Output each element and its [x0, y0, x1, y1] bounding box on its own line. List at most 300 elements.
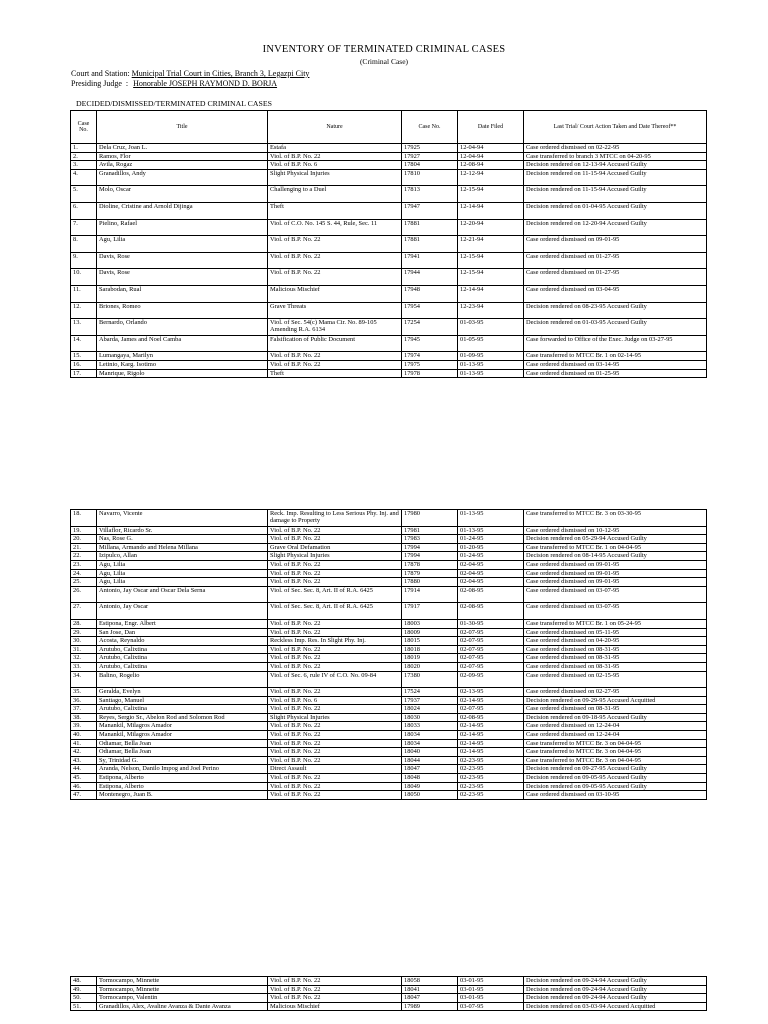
case-nature-cell: Viol. of C.O. No. 145 S. 44, Rule, Sec. 11 [268, 219, 402, 236]
case-no-cell: 17810 [402, 169, 458, 186]
date-filed-cell: 12-21-94 [458, 236, 524, 253]
case-nature-cell: Viol. of B.P. No. 22 [268, 994, 402, 1003]
case-no-cell: 17254 [402, 319, 458, 336]
court-value: Municipal Trial Court in Cities, Branch 3, Legazpi City [131, 69, 310, 78]
case-number-cell: 3. [71, 161, 97, 170]
case-number-cell: 6. [71, 202, 97, 219]
date-filed-cell: 02-23-95 [458, 765, 524, 774]
case-nature-cell: Viol. of B.P. No. 22 [268, 269, 402, 286]
date-filed-cell: 02-14-95 [458, 722, 524, 731]
table-row [71, 713, 707, 722]
case-no-cell: 18034 [402, 731, 458, 740]
case-nature-cell: Viol. of B.P. No. 22 [268, 985, 402, 994]
last-action-cell: Case transferred to MTCC Br. 1 on 05-24-95 [524, 619, 707, 628]
date-filed-cell: 12-12-94 [458, 169, 524, 186]
case-no-cell: 18044 [402, 756, 458, 765]
table-row [71, 335, 707, 352]
table-row [71, 977, 707, 986]
case-nature-cell: Viol. of B.P. No. 22 [268, 560, 402, 569]
case-number-cell: 31. [71, 645, 97, 654]
date-filed-cell: 02-14-95 [458, 731, 524, 740]
table-row [71, 578, 707, 587]
case-nature-cell: Theft [268, 369, 402, 378]
case-nature-cell: Viol. of B.P. No. 22 [268, 791, 402, 800]
last-action-cell: Case transferred to MTCC Br. 1 on 04-04-95 [524, 543, 707, 552]
case-no-cell: 18034 [402, 739, 458, 748]
case-no-cell: 18030 [402, 713, 458, 722]
case-number-cell: 18. [71, 510, 97, 527]
last-action-cell: Decision rendered on 11-15-94 Accused Guilty [524, 186, 707, 203]
case-nature-cell: Viol. of B.P. No. 22 [268, 352, 402, 361]
last-action-cell: Decision rendered on 08-14-95 Accused Guilty [524, 552, 707, 561]
case-nature-cell: Grave Oral Defamation [268, 543, 402, 552]
case-nature-cell: Viol. of B.P. No. 6 [268, 696, 402, 705]
case-nature-cell: Viol. of B.P. No. 22 [268, 739, 402, 748]
table-row [71, 319, 707, 336]
case-nature-cell: Viol. of B.P. No. 22 [268, 535, 402, 544]
case-title-cell: Manankil, Milagros Amador [97, 731, 268, 740]
case-number-cell: 1. [71, 144, 97, 153]
date-filed-cell: 03-01-95 [458, 994, 524, 1003]
case-nature-cell: Viol. of B.P. No. 22 [268, 619, 402, 628]
case-number-cell: 16. [71, 360, 97, 369]
judge-label: Presiding Judge [71, 79, 122, 88]
last-action-cell: Case ordered dismissed on 03-04-95 [524, 285, 707, 302]
case-title-cell: Letinio, Karg. Isotimo [97, 360, 268, 369]
date-filed-cell: 12-08-94 [458, 161, 524, 170]
case-number-cell: 39. [71, 722, 97, 731]
case-nature-cell: Viol. of B.P. No. 22 [268, 654, 402, 663]
date-filed-cell: 02-23-95 [458, 782, 524, 791]
case-title-cell: Ramos, Flor [97, 152, 268, 161]
case-title-cell: Odiamar, Bella Joan [97, 739, 268, 748]
last-action-cell: Case ordered dismissed on 01-25-95 [524, 369, 707, 378]
case-title-cell: Agu, Lilia [97, 569, 268, 578]
last-action-cell: Case ordered dismissed on 08-31-95 [524, 654, 707, 663]
date-filed-cell: 03-07-95 [458, 1002, 524, 1011]
case-title-cell: Villaflor, Ricardo Sr. [97, 526, 268, 535]
date-filed-cell: 01-05-95 [458, 335, 524, 352]
last-action-cell: Decision rendered on 09-24-94 Accused Guilty [524, 985, 707, 994]
case-no-cell: 18009 [402, 628, 458, 637]
case-number-cell: 11. [71, 285, 97, 302]
case-nature-cell: Viol. of B.P. No. 22 [268, 756, 402, 765]
case-nature-cell: Reck. Imp. Resulting to Less Serious Phy. Inj. and damage to Property [268, 510, 402, 527]
table-row [71, 269, 707, 286]
table-row [71, 161, 707, 170]
case-number-cell: 26. [71, 586, 97, 603]
header-date-filed: Date Filed [458, 111, 524, 144]
date-filed-cell: 02-23-95 [458, 774, 524, 783]
date-filed-cell: 01-09-95 [458, 352, 524, 361]
date-filed-cell: 02-13-95 [458, 688, 524, 697]
last-action-cell: Case ordered dismissed on 03-07-95 [524, 586, 707, 603]
table-row [71, 302, 707, 319]
case-nature-cell: Slight Physical Injuries [268, 169, 402, 186]
table-row [71, 586, 707, 603]
case-no-cell: 17804 [402, 161, 458, 170]
case-nature-cell: Viol. of B.P. No. 22 [268, 252, 402, 269]
case-number-cell: 4. [71, 169, 97, 186]
case-no-cell: 17941 [402, 252, 458, 269]
case-number-cell: 33. [71, 662, 97, 671]
case-title-cell: Granadillos, Alex, Avaline Avanza & Dante Avanza [97, 1002, 268, 1011]
case-no-cell: 18015 [402, 637, 458, 646]
case-nature-cell: Viol. of Sec. Sec. 8, Art. II of R.A. 6425 [268, 586, 402, 603]
case-no-cell: 17917 [402, 603, 458, 620]
case-no-cell: 18047 [402, 765, 458, 774]
table-row [71, 645, 707, 654]
case-title-cell: Arutubo, Calixtina [97, 662, 268, 671]
case-number-cell: 29. [71, 628, 97, 637]
case-nature-cell: Viol. of Sec. 54(c) Mama Cir. No. 89-105 Amending R.A. 6134 [268, 319, 402, 336]
case-title-cell: Santiago, Manuel [97, 696, 268, 705]
date-filed-cell: 01-03-95 [458, 319, 524, 336]
table-row [71, 705, 707, 714]
date-filed-cell: 02-08-95 [458, 603, 524, 620]
date-filed-cell: 01-30-95 [458, 619, 524, 628]
case-number-cell: 7. [71, 219, 97, 236]
case-no-cell: 18049 [402, 782, 458, 791]
table-row [71, 144, 707, 153]
case-nature-cell: Viol. of B.P. No. 22 [268, 360, 402, 369]
date-filed-cell: 12-15-94 [458, 252, 524, 269]
case-number-cell: 38. [71, 713, 97, 722]
table-row [71, 169, 707, 186]
last-action-cell: Case ordered dismissed on 09-01-95 [524, 578, 707, 587]
case-number-cell: 45. [71, 774, 97, 783]
table-row [71, 696, 707, 705]
table-row [71, 252, 707, 269]
court-label: Court and Station: [71, 69, 130, 78]
date-filed-cell: 01-24-95 [458, 552, 524, 561]
case-number-cell: 50. [71, 994, 97, 1003]
case-no-cell: 17881 [402, 219, 458, 236]
case-title-cell: Nas, Rose G. [97, 535, 268, 544]
case-nature-cell: Viol. of B.P. No. 22 [268, 688, 402, 697]
case-nature-cell: Viol. of B.P. No. 22 [268, 705, 402, 714]
case-nature-cell: Direct Assault [268, 765, 402, 774]
table-row [71, 731, 707, 740]
date-filed-cell: 01-13-95 [458, 369, 524, 378]
last-action-cell: Decision rendered on 09-05-95 Accused Guilty [524, 782, 707, 791]
case-no-cell: 18033 [402, 722, 458, 731]
case-no-cell: 17948 [402, 285, 458, 302]
case-title-cell: Millana, Armando and Helena Millana [97, 543, 268, 552]
case-title-cell: Izipulco, Allan [97, 552, 268, 561]
last-action-cell: Case ordered dismissed on 02-22-95 [524, 144, 707, 153]
last-action-cell: Case transferred to MTCC Br. 1 on 02-14-95 [524, 352, 707, 361]
date-filed-cell: 02-07-95 [458, 645, 524, 654]
case-no-cell: 17994 [402, 552, 458, 561]
case-title-cell: Tormocampo, Minnette [97, 977, 268, 986]
case-number-cell: 10. [71, 269, 97, 286]
case-title-cell: Reyes, Sergio Sr., Abelon Rod and Solomon Rod [97, 713, 268, 722]
last-action-cell: Decision rendered on 01-04-95 Accused Guilty [524, 202, 707, 219]
case-number-cell: 24. [71, 569, 97, 578]
date-filed-cell: 02-07-95 [458, 662, 524, 671]
case-no-cell: 18041 [402, 985, 458, 994]
case-nature-cell: Viol. of B.P. No. 6 [268, 161, 402, 170]
last-action-cell: Case ordered dismissed on 01-27-95 [524, 269, 707, 286]
case-title-cell: Granadillos, Andy [97, 169, 268, 186]
last-action-cell: Decision rendered on 09-29-95 Accused Acquitted [524, 696, 707, 705]
judge-line [71, 79, 307, 88]
date-filed-cell: 01-20-95 [458, 543, 524, 552]
case-nature-cell: Viol. of B.P. No. 22 [268, 569, 402, 578]
case-no-cell: 17945 [402, 335, 458, 352]
date-filed-cell: 12-14-94 [458, 202, 524, 219]
case-number-cell: 35. [71, 688, 97, 697]
case-number-cell: 42. [71, 748, 97, 757]
case-no-cell: 17880 [402, 578, 458, 587]
table-row [71, 748, 707, 757]
table-row [71, 774, 707, 783]
case-title-cell: Arutubo, Calixtina [97, 645, 268, 654]
last-action-cell: Case ordered dismissed on 08-31-95 [524, 645, 707, 654]
case-number-cell: 30. [71, 637, 97, 646]
date-filed-cell: 02-09-95 [458, 671, 524, 688]
date-filed-cell: 02-14-95 [458, 748, 524, 757]
case-no-cell: 18048 [402, 774, 458, 783]
case-no-cell: 17981 [402, 526, 458, 535]
date-filed-cell: 02-08-95 [458, 586, 524, 603]
case-number-cell: 15. [71, 352, 97, 361]
case-title-cell: Pielino, Rafael [97, 219, 268, 236]
case-nature-cell: Viol. of B.P. No. 22 [268, 578, 402, 587]
case-title-cell: Agu, Lilia [97, 560, 268, 569]
table-row [71, 219, 707, 236]
last-action-cell: Decision rendered on 11-15-94 Accused Guilty [524, 169, 707, 186]
case-nature-cell: Viol. of B.P. No. 22 [268, 722, 402, 731]
table-row [71, 662, 707, 671]
table-row [71, 688, 707, 697]
table-row [71, 369, 707, 378]
date-filed-cell: 02-23-95 [458, 791, 524, 800]
case-no-cell: 17927 [402, 152, 458, 161]
date-filed-cell: 01-13-95 [458, 526, 524, 535]
table-header-row [71, 111, 707, 144]
date-filed-cell: 02-07-95 [458, 654, 524, 663]
last-action-cell: Case transferred to MTCC Br. 3 on 04-04-95 [524, 739, 707, 748]
case-title-cell: Molo, Oscar [97, 186, 268, 203]
court-line [71, 69, 309, 78]
case-number-cell: 51. [71, 1002, 97, 1011]
case-title-cell: Acosta, Reynaldo [97, 637, 268, 646]
case-nature-cell: Viol. of B.P. No. 22 [268, 236, 402, 253]
case-title-cell: Aranda, Nelson, Danilo Impog and Joel Perino [97, 765, 268, 774]
case-number-cell: 22. [71, 552, 97, 561]
last-action-cell: Case ordered dismissed on 03-14-95 [524, 360, 707, 369]
date-filed-cell: 12-23-94 [458, 302, 524, 319]
case-nature-cell: Malicious Mischief [268, 1002, 402, 1011]
case-nature-cell: Viol. of B.P. No. 22 [268, 645, 402, 654]
case-nature-cell: Viol. of B.P. No. 22 [268, 152, 402, 161]
date-filed-cell: 12-04-94 [458, 152, 524, 161]
case-number-cell: 21. [71, 543, 97, 552]
last-action-cell: Decision rendered on 12-20-94 Accused Guilty [524, 219, 707, 236]
judge-value: Honorable JOSEPH RAYMOND D. BORJA [133, 79, 278, 88]
last-action-cell: Case ordered dismissed on 12-24-04 [524, 722, 707, 731]
case-no-cell: 18020 [402, 662, 458, 671]
case-no-cell: 18024 [402, 705, 458, 714]
case-title-cell: Manankil, Milagros Amador [97, 722, 268, 731]
table-row [71, 782, 707, 791]
case-title-cell: Abarda, James and Noel Camba [97, 335, 268, 352]
date-filed-cell: 02-07-95 [458, 628, 524, 637]
table-row [71, 722, 707, 731]
table-row [71, 560, 707, 569]
table-row [71, 543, 707, 552]
case-number-cell: 17. [71, 369, 97, 378]
table-row [71, 569, 707, 578]
case-title-cell: Antonio, Jay Oscar and Oscar Dela Serna [97, 586, 268, 603]
date-filed-cell: 12-14-94 [458, 285, 524, 302]
case-title-cell: Avila, Rogaz [97, 161, 268, 170]
case-no-cell: 17994 [402, 543, 458, 552]
case-number-cell: 9. [71, 252, 97, 269]
table-row [71, 994, 707, 1003]
table-row [71, 765, 707, 774]
case-number-cell: 36. [71, 696, 97, 705]
case-number-cell: 46. [71, 782, 97, 791]
last-action-cell: Case ordered dismissed on 04-20-95 [524, 637, 707, 646]
case-nature-cell: Viol. of B.P. No. 22 [268, 526, 402, 535]
case-number-cell: 8. [71, 236, 97, 253]
date-filed-cell: 03-01-95 [458, 985, 524, 994]
case-no-cell: 17954 [402, 302, 458, 319]
date-filed-cell: 02-07-95 [458, 705, 524, 714]
case-no-cell: 17881 [402, 236, 458, 253]
last-action-cell: Case ordered dismissed on 02-27-95 [524, 688, 707, 697]
case-nature-cell: Viol. of B.P. No. 22 [268, 731, 402, 740]
case-no-cell: 17975 [402, 360, 458, 369]
last-action-cell: Case ordered dismissed on 05-11-95 [524, 628, 707, 637]
case-number-cell: 47. [71, 791, 97, 800]
case-number-cell: 25. [71, 578, 97, 587]
last-action-cell: Case ordered dismissed on 01-27-95 [524, 252, 707, 269]
date-filed-cell: 02-08-95 [458, 713, 524, 722]
cases-table-page-2 [70, 509, 707, 800]
table-row [71, 360, 707, 369]
last-action-cell: Decision rendered on 09-24-94 Accused Guilty [524, 977, 707, 986]
case-number-cell: 2. [71, 152, 97, 161]
case-title-cell: Estipona, Engr. Albert [97, 619, 268, 628]
case-title-cell: Balino, Rogelio [97, 671, 268, 688]
date-filed-cell: 12-04-94 [458, 144, 524, 153]
case-no-cell: 17925 [402, 144, 458, 153]
case-number-cell: 27. [71, 603, 97, 620]
last-action-cell: Case ordered dismissed on 09-01-95 [524, 569, 707, 578]
case-title-cell: San Jose, Dan [97, 628, 268, 637]
case-title-cell: Tormocampo, Valentin [97, 994, 268, 1003]
table-row [71, 526, 707, 535]
case-title-cell: Dela Cruz, Joan L. [97, 144, 268, 153]
table-row [71, 285, 707, 302]
case-nature-cell: Challenging to a Duel [268, 186, 402, 203]
case-nature-cell: Falsification of Public Document [268, 335, 402, 352]
date-filed-cell: 02-04-95 [458, 569, 524, 578]
case-title-cell: Davis, Rose [97, 252, 268, 269]
date-filed-cell: 01-13-95 [458, 510, 524, 527]
case-title-cell: Estipona, Alberto [97, 782, 268, 791]
table-row [71, 535, 707, 544]
last-action-cell: Decision rendered on 08-23-95 Accused Guilty [524, 302, 707, 319]
case-number-cell: 43. [71, 756, 97, 765]
case-no-cell: 18058 [402, 977, 458, 986]
date-filed-cell: 02-23-95 [458, 756, 524, 765]
case-number-cell: 23. [71, 560, 97, 569]
last-action-cell: Case ordered dismissed on 08-31-95 [524, 662, 707, 671]
case-number-cell: 41. [71, 739, 97, 748]
last-action-cell: Decision rendered on 05-29-94 Accused Guilty [524, 535, 707, 544]
case-title-cell: Estipona, Alberto [97, 774, 268, 783]
case-number-cell: 14. [71, 335, 97, 352]
case-number-cell: 40. [71, 731, 97, 740]
case-no-cell: 17937 [402, 696, 458, 705]
table-row [71, 985, 707, 994]
header-case-no: Case No. [402, 111, 458, 144]
last-action-cell: Case transferred to MTCC Br. 3 on 04-04-95 [524, 756, 707, 765]
case-number-cell: 37. [71, 705, 97, 714]
table-row [71, 152, 707, 161]
case-number-cell: 28. [71, 619, 97, 628]
case-title-cell: Manrique, Rigolo [97, 369, 268, 378]
case-no-cell: 17944 [402, 269, 458, 286]
last-action-cell: Decision rendered on 09-18-95 Accused Guilty [524, 713, 707, 722]
date-filed-cell: 02-14-95 [458, 739, 524, 748]
case-no-cell: 17879 [402, 569, 458, 578]
last-action-cell: Case transferred to MTCC Br. 3 on 03-30-95 [524, 510, 707, 527]
case-nature-cell: Viol. of Sec. Sec. 8, Art. II of R.A. 6425 [268, 603, 402, 620]
table-row [71, 552, 707, 561]
last-action-cell: Case ordered dismissed on 03-10-95 [524, 791, 707, 800]
header-title: Title [97, 111, 268, 144]
header-last-action: Last Trial/ Court Action Taken and Date Thereof** [524, 111, 707, 144]
case-no-cell: 18019 [402, 654, 458, 663]
date-filed-cell: 02-04-95 [458, 560, 524, 569]
case-number-cell: 20. [71, 535, 97, 544]
case-nature-cell: Malicious Mischief [268, 285, 402, 302]
date-filed-cell: 02-04-95 [458, 578, 524, 587]
case-number-cell: 34. [71, 671, 97, 688]
case-nature-cell: Viol. of B.P. No. 22 [268, 662, 402, 671]
judge-separator: : [125, 79, 129, 88]
last-action-cell: Case transferred to MTCC Br. 3 on 04-04-95 [524, 748, 707, 757]
header-no: Case No. [71, 111, 97, 144]
case-no-cell: 17989 [402, 1002, 458, 1011]
date-filed-cell: 01-13-95 [458, 360, 524, 369]
case-number-cell: 49. [71, 985, 97, 994]
case-no-cell: 18040 [402, 748, 458, 757]
header-nature: Nature [268, 111, 402, 144]
case-title-cell: Briones, Romeo [97, 302, 268, 319]
table-row [71, 756, 707, 765]
case-title-cell: Tormocampo, Minnette [97, 985, 268, 994]
case-title-cell: Bernardo, Orlando [97, 319, 268, 336]
last-action-cell: Case ordered dismissed on 08-31-95 [524, 705, 707, 714]
last-action-cell: Case forwarded to Office of the Exec. Judge on 03-27-95 [524, 335, 707, 352]
table-row [71, 791, 707, 800]
case-title-cell: Dioline, Cristine and Arnold Dijinga [97, 202, 268, 219]
date-filed-cell: 02-14-95 [458, 696, 524, 705]
case-no-cell: 18003 [402, 619, 458, 628]
last-action-cell: Decision rendered on 09-24-94 Accused Guilty [524, 994, 707, 1003]
case-number-cell: 32. [71, 654, 97, 663]
case-no-cell: 17978 [402, 369, 458, 378]
case-no-cell: 17974 [402, 352, 458, 361]
case-title-cell: Sarabodan, Rual [97, 285, 268, 302]
